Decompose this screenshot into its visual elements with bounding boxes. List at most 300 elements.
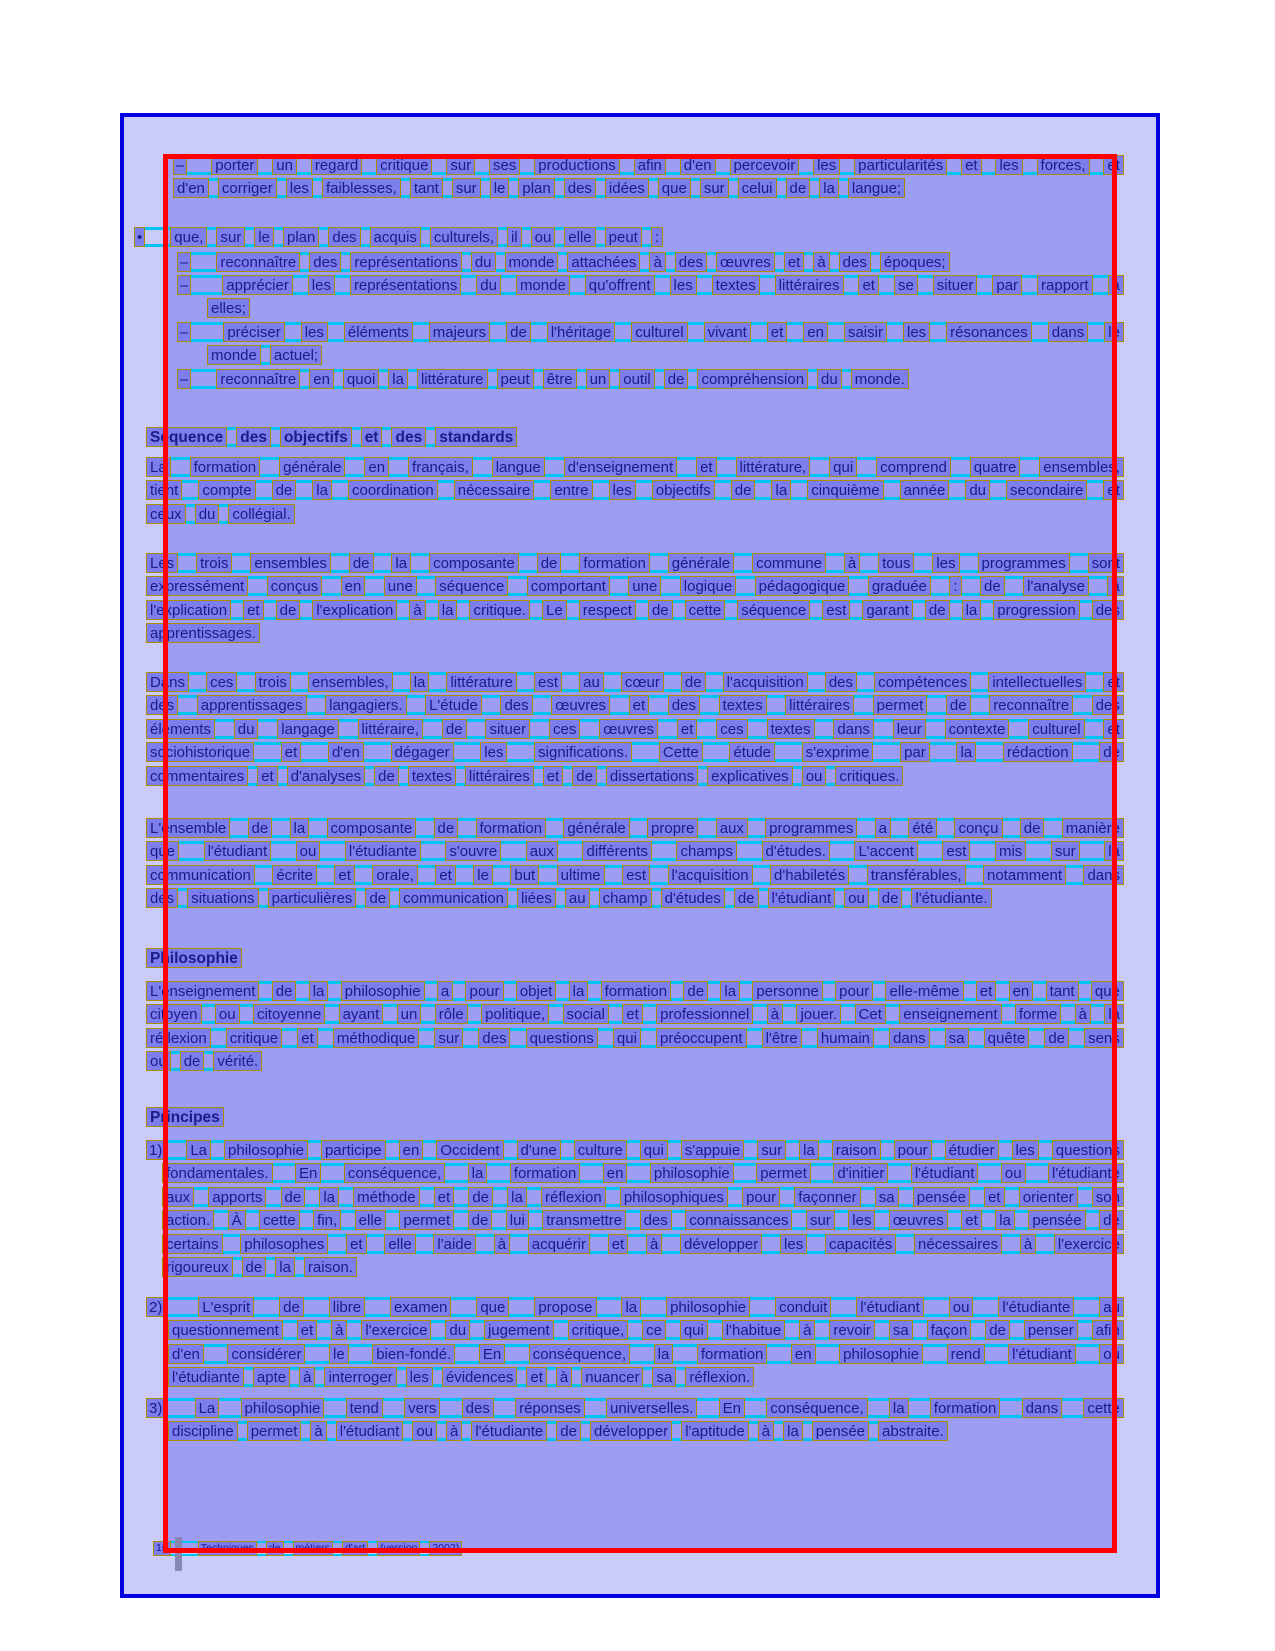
word-box: formation bbox=[697, 1344, 768, 1364]
word-box: afin bbox=[1092, 1320, 1124, 1340]
word-box: pensée bbox=[812, 1421, 869, 1441]
word-box: des bbox=[675, 252, 707, 272]
word-box: l'exercice bbox=[361, 1320, 431, 1340]
word-box: composante bbox=[429, 553, 519, 573]
word-box: ces bbox=[549, 719, 580, 739]
word-box: l'étudiant bbox=[336, 1421, 404, 1441]
word-box: Cet bbox=[855, 1004, 886, 1024]
word-box: que bbox=[476, 1297, 509, 1317]
word-box: langue; bbox=[848, 178, 905, 198]
word-box: apprentissages bbox=[197, 695, 307, 715]
word-box: garant bbox=[862, 600, 913, 620]
word-box: Dans bbox=[146, 672, 189, 692]
word-box: à bbox=[844, 553, 860, 573]
word-box: cette bbox=[1083, 1398, 1124, 1418]
word-box: respect bbox=[579, 600, 636, 620]
word-box: à bbox=[1107, 576, 1123, 596]
word-box: l'étudiant bbox=[768, 888, 836, 908]
word-box: standards bbox=[435, 427, 517, 447]
word-box: littéraires bbox=[775, 275, 844, 295]
word-box: pour bbox=[465, 981, 503, 1001]
word-box: et bbox=[984, 1187, 1005, 1207]
word-box: que, bbox=[170, 227, 207, 247]
word-box: la bbox=[391, 553, 411, 573]
word-box: contexte bbox=[945, 719, 1010, 739]
word-box: générale bbox=[279, 457, 345, 477]
word-box: saisir bbox=[844, 322, 887, 342]
word-box: comprend bbox=[876, 457, 951, 477]
word-box: libre bbox=[329, 1297, 365, 1317]
text-line bbox=[146, 865, 1124, 885]
word-box: cœur bbox=[621, 672, 664, 692]
text-line bbox=[146, 1004, 1124, 1024]
word-box: à bbox=[758, 1421, 774, 1441]
word-box: et bbox=[608, 1234, 629, 1254]
word-box: significations. bbox=[534, 742, 632, 762]
word-box: conçu bbox=[954, 818, 1002, 838]
word-box: porter bbox=[211, 155, 258, 175]
word-box: de bbox=[681, 672, 706, 692]
word-box: jugement bbox=[484, 1320, 554, 1340]
word-box: la bbox=[956, 742, 976, 762]
word-box: de bbox=[1044, 1028, 1069, 1048]
word-box: particularités bbox=[854, 155, 947, 175]
word-box: communication bbox=[399, 888, 508, 908]
word-box: apprentissages. bbox=[146, 623, 260, 643]
word-box: objet bbox=[516, 981, 557, 1001]
word-box: littérature bbox=[417, 369, 488, 389]
word-box: la bbox=[290, 818, 310, 838]
word-box: dans bbox=[889, 1028, 930, 1048]
word-box: conséquence, bbox=[529, 1344, 630, 1364]
word-box: ces bbox=[206, 672, 237, 692]
word-box: la bbox=[312, 480, 332, 500]
word-box: textes bbox=[712, 275, 760, 295]
word-box: reconnaître bbox=[216, 369, 300, 389]
word-box: dans bbox=[1048, 322, 1089, 342]
word-box: philosophie bbox=[650, 1163, 734, 1183]
word-box: peut bbox=[497, 369, 534, 389]
word-box: la bbox=[468, 1163, 488, 1183]
text-line bbox=[162, 1210, 1124, 1230]
word-box: d'en bbox=[328, 742, 364, 762]
word-box: à bbox=[556, 1367, 572, 1387]
word-box: elles; bbox=[207, 298, 250, 318]
word-box: les bbox=[301, 322, 328, 342]
word-box: ses bbox=[489, 155, 520, 175]
word-box: dissertations bbox=[606, 766, 698, 786]
word-box: œuvres bbox=[889, 1210, 948, 1230]
word-box: dans bbox=[1083, 865, 1124, 885]
word-box: littérature bbox=[446, 672, 517, 692]
word-box: façonner bbox=[794, 1187, 860, 1207]
word-box: les bbox=[670, 275, 697, 295]
word-box: tend bbox=[346, 1398, 383, 1418]
word-box: philosophie bbox=[839, 1344, 923, 1364]
word-box: du bbox=[817, 369, 842, 389]
word-box: pensée bbox=[1028, 1210, 1085, 1230]
word-box: Le bbox=[542, 600, 567, 620]
word-box: monde bbox=[505, 252, 559, 272]
text-line bbox=[173, 155, 1124, 175]
word-box: au bbox=[579, 672, 604, 692]
word-box: et bbox=[281, 742, 302, 762]
word-box: 2002) bbox=[429, 1541, 462, 1556]
word-box: trois bbox=[255, 672, 291, 692]
word-box: d'analyses bbox=[287, 766, 365, 786]
word-box: (version bbox=[377, 1541, 420, 1556]
word-box: politique, bbox=[481, 1004, 549, 1024]
word-box: l'étudiant bbox=[204, 841, 272, 861]
word-box: et bbox=[961, 1210, 982, 1230]
word-box: abstraite. bbox=[878, 1421, 948, 1441]
word-box: de bbox=[946, 695, 971, 715]
line-marker: – bbox=[177, 322, 191, 342]
word-box: à bbox=[310, 1421, 326, 1441]
word-box: d'habiletés bbox=[770, 865, 849, 885]
word-box: et bbox=[1103, 719, 1124, 739]
word-box: à bbox=[767, 1004, 783, 1024]
word-box: de bbox=[925, 600, 950, 620]
word-box: un bbox=[397, 1004, 422, 1024]
word-box: un bbox=[586, 369, 611, 389]
word-box: la bbox=[319, 1187, 339, 1207]
word-box: progression bbox=[993, 600, 1079, 620]
word-box: étude bbox=[729, 742, 775, 762]
word-box: acquérir bbox=[528, 1234, 590, 1254]
word-box: et bbox=[334, 865, 355, 885]
word-box: une bbox=[628, 576, 661, 596]
word-box: philosophie bbox=[666, 1297, 750, 1317]
word-box: et bbox=[784, 252, 805, 272]
word-box: d'une bbox=[517, 1140, 561, 1160]
text-line bbox=[146, 1051, 262, 1071]
word-box: de bbox=[349, 553, 374, 573]
word-box: les bbox=[480, 742, 507, 762]
word-box: philosophie bbox=[224, 1140, 308, 1160]
word-box: qui bbox=[640, 1140, 668, 1160]
word-box: réflexion. bbox=[685, 1367, 754, 1387]
word-box: La bbox=[186, 1140, 211, 1160]
word-box: le bbox=[329, 1344, 349, 1364]
word-box: générale bbox=[563, 818, 629, 838]
word-box: littéraires bbox=[785, 695, 854, 715]
word-box: permet bbox=[399, 1210, 454, 1230]
word-box: ces bbox=[716, 719, 747, 739]
word-box: une bbox=[384, 576, 417, 596]
word-box: champs bbox=[676, 841, 737, 861]
word-box: enseignement bbox=[899, 1004, 1001, 1024]
word-box: les bbox=[903, 322, 930, 342]
word-box: à bbox=[1075, 1004, 1091, 1024]
word-box: du bbox=[445, 1320, 470, 1340]
word-box: sur bbox=[700, 178, 729, 198]
word-box: de bbox=[683, 981, 708, 1001]
word-box: et bbox=[696, 457, 717, 477]
word-box: personne bbox=[752, 981, 823, 1001]
text-line bbox=[177, 369, 909, 389]
word-box: sur bbox=[452, 178, 481, 198]
word-box: un bbox=[272, 155, 297, 175]
word-box: œuvres bbox=[551, 695, 610, 715]
word-box: action. bbox=[162, 1210, 214, 1230]
word-box: À bbox=[228, 1210, 246, 1230]
word-box: transmettre bbox=[542, 1210, 626, 1230]
word-box: et bbox=[1103, 672, 1124, 692]
word-box: les bbox=[1012, 1140, 1039, 1160]
word-box: les bbox=[932, 553, 959, 573]
word-box: textes bbox=[719, 695, 767, 715]
word-box: est bbox=[942, 841, 970, 861]
text-line bbox=[146, 888, 992, 908]
word-box: questionnement bbox=[168, 1320, 283, 1340]
word-box: l'exercice bbox=[1054, 1234, 1124, 1254]
word-box: rédaction bbox=[1003, 742, 1073, 762]
word-box: sens bbox=[1084, 1028, 1124, 1048]
word-box: programmes bbox=[978, 553, 1070, 573]
word-box: des bbox=[1092, 600, 1124, 620]
word-box: différents bbox=[582, 841, 651, 861]
word-box: de bbox=[648, 600, 673, 620]
word-box: : bbox=[651, 227, 663, 247]
word-box: du bbox=[476, 275, 501, 295]
word-box: compte bbox=[198, 480, 255, 500]
word-box: outil bbox=[619, 369, 655, 389]
word-box: examen bbox=[390, 1297, 451, 1317]
word-box: langage bbox=[277, 719, 338, 739]
word-box: les bbox=[308, 275, 335, 295]
word-box: pour bbox=[835, 981, 873, 1001]
word-box: ou bbox=[949, 1297, 974, 1317]
word-box: développer bbox=[680, 1234, 762, 1254]
word-box: de bbox=[980, 576, 1005, 596]
word-box: en bbox=[803, 322, 828, 342]
word-box: des bbox=[146, 888, 178, 908]
word-box: en bbox=[399, 1140, 424, 1160]
word-box: que bbox=[146, 841, 179, 861]
word-box: séquence bbox=[435, 576, 508, 596]
word-box: représentations bbox=[350, 275, 461, 295]
word-box: logique bbox=[680, 576, 736, 596]
word-box: la bbox=[1104, 1004, 1124, 1024]
word-box: cinquième bbox=[807, 480, 883, 500]
word-box: de bbox=[365, 888, 390, 908]
word-box: sont bbox=[1088, 553, 1124, 573]
word-box: sur bbox=[446, 155, 475, 175]
word-box: conçus bbox=[267, 576, 323, 596]
word-box: dans bbox=[833, 719, 874, 739]
word-box: monde bbox=[207, 345, 261, 365]
word-box: œuvres bbox=[599, 719, 658, 739]
line-marker: – bbox=[177, 275, 191, 295]
text-line bbox=[177, 322, 1124, 342]
word-box: de bbox=[664, 369, 689, 389]
word-box: développer bbox=[590, 1421, 672, 1441]
word-box: humain bbox=[817, 1028, 874, 1048]
word-box: critiques. bbox=[835, 766, 903, 786]
text-line bbox=[146, 672, 1124, 692]
heading-line bbox=[146, 1107, 224, 1127]
word-box: situations bbox=[187, 888, 258, 908]
word-box: des bbox=[309, 252, 341, 272]
text-line bbox=[146, 600, 1124, 620]
word-box: en bbox=[364, 457, 389, 477]
word-box: à bbox=[331, 1320, 347, 1340]
word-box: français, bbox=[408, 457, 473, 477]
word-box: conséquence, bbox=[344, 1163, 445, 1183]
word-box: d'études bbox=[661, 888, 725, 908]
word-box: par bbox=[900, 742, 930, 762]
word-box: tant bbox=[410, 178, 443, 198]
word-box: langagiers. bbox=[325, 695, 406, 715]
line-marker: – bbox=[177, 252, 191, 272]
text-line bbox=[146, 1028, 1124, 1048]
word-box: regard bbox=[311, 155, 362, 175]
word-box: critique bbox=[376, 155, 432, 175]
word-box: et bbox=[526, 1367, 547, 1387]
word-box: ayant bbox=[339, 1004, 384, 1024]
word-box: façon bbox=[927, 1320, 972, 1340]
word-box: et bbox=[346, 1234, 367, 1254]
word-box: raison. bbox=[304, 1257, 357, 1277]
word-box: ce bbox=[642, 1320, 666, 1340]
word-box: connaissances bbox=[685, 1210, 792, 1230]
word-box: nécessaire bbox=[454, 480, 535, 500]
word-box: commentaires bbox=[146, 766, 248, 786]
word-box: culturels, bbox=[430, 227, 498, 247]
word-box: de bbox=[242, 1257, 267, 1277]
word-box: culturel bbox=[631, 322, 687, 342]
word-box: aux bbox=[526, 841, 558, 861]
word-box: à bbox=[409, 600, 425, 620]
word-box: méthode bbox=[353, 1187, 419, 1207]
word-box: d'études. bbox=[762, 841, 830, 861]
word-box: L'accent bbox=[854, 841, 917, 861]
word-box: et bbox=[767, 322, 788, 342]
text-line bbox=[162, 1257, 357, 1277]
word-box: pédagogique bbox=[755, 576, 850, 596]
word-box: à bbox=[646, 1234, 662, 1254]
word-box: ou bbox=[531, 227, 556, 247]
page-number: 16 bbox=[153, 1541, 171, 1556]
word-box: l'être bbox=[762, 1028, 802, 1048]
word-box: de bbox=[272, 981, 297, 1001]
word-box: des bbox=[839, 252, 871, 272]
word-box: des bbox=[391, 427, 426, 447]
text-line bbox=[146, 818, 1124, 838]
line-marker: 1) bbox=[146, 1140, 165, 1160]
word-box: pour bbox=[742, 1187, 780, 1207]
word-box: programmes bbox=[765, 818, 857, 838]
word-box: mis bbox=[995, 841, 1026, 861]
text-line bbox=[146, 480, 1124, 500]
word-box: fondamentales. bbox=[162, 1163, 273, 1183]
word-box: commune bbox=[752, 553, 826, 573]
word-box: penser bbox=[1024, 1320, 1078, 1340]
word-box: le bbox=[1104, 322, 1124, 342]
word-box: ceux bbox=[146, 504, 186, 524]
word-box: la bbox=[962, 600, 982, 620]
word-box: secondaire bbox=[1006, 480, 1087, 500]
word-box: des bbox=[462, 1398, 494, 1418]
word-box: fin, bbox=[313, 1210, 341, 1230]
word-box: de bbox=[734, 888, 759, 908]
word-box: philosophie bbox=[341, 981, 425, 1001]
word-box: et bbox=[677, 719, 698, 739]
word-box: cette bbox=[685, 600, 726, 620]
word-box: raison bbox=[832, 1140, 881, 1160]
word-box: qui bbox=[613, 1028, 641, 1048]
word-box: citoyenne bbox=[253, 1004, 325, 1024]
word-box: cette bbox=[259, 1210, 300, 1230]
word-box: rend bbox=[947, 1344, 985, 1364]
word-box: de bbox=[276, 600, 301, 620]
text-line bbox=[146, 766, 903, 786]
word-box: l'aide bbox=[433, 1234, 476, 1254]
text-line bbox=[207, 298, 250, 318]
word-box: intellectuelles bbox=[988, 672, 1086, 692]
word-box: plan bbox=[283, 227, 319, 247]
word-box: préciser bbox=[223, 322, 284, 342]
word-box: la bbox=[889, 1398, 909, 1418]
word-box: de bbox=[180, 1051, 205, 1071]
word-box: la bbox=[569, 981, 589, 1001]
word-box: la bbox=[771, 480, 791, 500]
word-box: de bbox=[272, 480, 297, 500]
word-box: les bbox=[995, 155, 1022, 175]
word-box: éléments bbox=[344, 322, 413, 342]
word-box: des bbox=[328, 227, 360, 247]
word-box: conséquence, bbox=[766, 1398, 867, 1418]
word-box: propose bbox=[534, 1297, 596, 1317]
word-box: a bbox=[875, 818, 891, 838]
word-box: objectifs bbox=[280, 427, 352, 447]
word-box: ou bbox=[215, 1004, 240, 1024]
word-box: son bbox=[1092, 1187, 1124, 1207]
word-box: de bbox=[374, 766, 399, 786]
text-line bbox=[162, 1234, 1124, 1254]
word-box: sociohistorique bbox=[146, 742, 254, 762]
word-box: se bbox=[894, 275, 918, 295]
line-marker: – bbox=[173, 155, 187, 175]
word-box: Principes bbox=[146, 1107, 224, 1127]
word-box: au bbox=[565, 888, 590, 908]
word-box: apte bbox=[253, 1367, 290, 1387]
word-box: sa bbox=[889, 1320, 913, 1340]
word-box: formation bbox=[510, 1163, 581, 1183]
word-box: interroger bbox=[324, 1367, 396, 1387]
word-box: ou bbox=[296, 841, 321, 861]
word-box: de bbox=[1020, 818, 1045, 838]
text-line bbox=[146, 553, 1124, 573]
word-box: et bbox=[1103, 155, 1124, 175]
word-box: sur bbox=[434, 1028, 463, 1048]
word-box: œuvres bbox=[716, 252, 775, 272]
word-box: la bbox=[995, 1210, 1015, 1230]
word-box: attachées bbox=[567, 252, 640, 272]
word-box: et bbox=[1103, 480, 1124, 500]
word-box: culture bbox=[574, 1140, 627, 1160]
word-box: apports bbox=[208, 1187, 266, 1207]
word-box: formation bbox=[930, 1398, 1001, 1418]
word-box: méthodique bbox=[333, 1028, 419, 1048]
word-box: bien-fondé. bbox=[372, 1344, 455, 1364]
word-box: la bbox=[309, 981, 329, 1001]
word-box: particulières bbox=[268, 888, 357, 908]
word-box: dégager bbox=[391, 742, 454, 762]
word-box: l'explication bbox=[146, 600, 231, 620]
word-box: quatre bbox=[970, 457, 1021, 477]
